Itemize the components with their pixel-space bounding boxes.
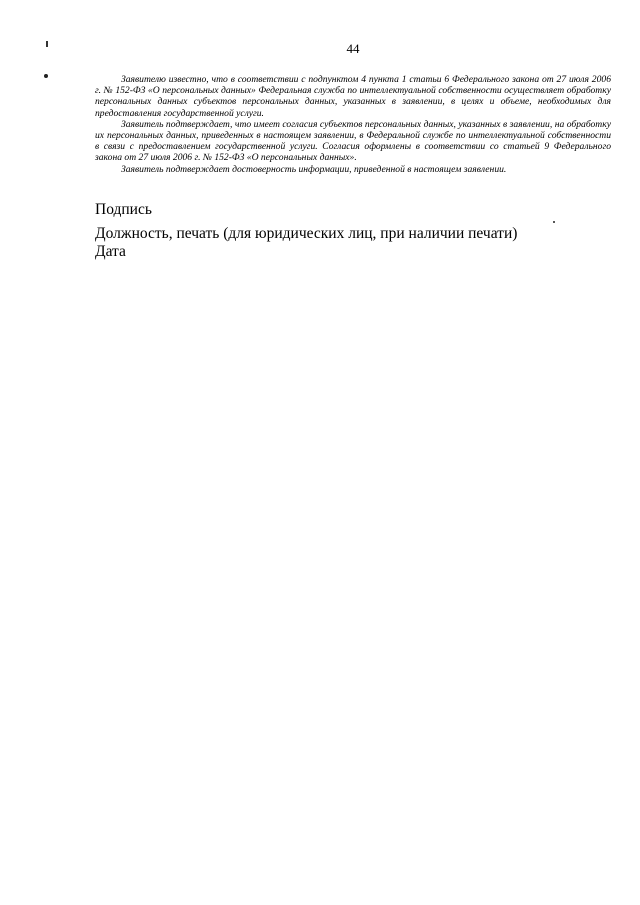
page-number: 44 xyxy=(346,41,360,56)
statement-paragraph-accuracy-confirmation: Заявитель подтверждает достоверность информации, приведенной в настоящем заявлении. xyxy=(121,163,507,175)
statement-paragraph-consent-confirmation: Заявитель подтверждает, что имеет согласия субъектов персональных данных, указанных в заявлении, на обработку их персональных данных, приведенных в настоящем заявлении, в Федеральной службе по интеллектуальной собственности в связи с предоставлением государственной услуги. Согласия оформлены в соответствии со статьей 9 Федерального закона от 27 июля 2006 г. № 152-ФЗ «О персональных данных». xyxy=(95,118,611,164)
signature-block xyxy=(95,201,615,261)
scan-artifact-dot xyxy=(44,74,48,78)
date-label: Дата xyxy=(95,243,126,260)
statement-paragraph-processing-notice: Заявителю известно, что в соответствии с подпунктом 4 пункта 1 статьи 6 Федерального закона от 27 июля 2006 г. № 152-ФЗ «О персональных данных» Федеральная служба по интеллектуальной собственности осуществляет обработку персональных данных субъектов персональных данных, указанных в заявлении, в целях и объеме, необходимых для предоставления государственной услуги. xyxy=(95,74,611,119)
signature-label: Подпись xyxy=(95,201,152,218)
position-seal-label: Должность, печать (для юридических лиц, при наличии печати) xyxy=(95,225,518,242)
consent-statement xyxy=(95,74,611,175)
